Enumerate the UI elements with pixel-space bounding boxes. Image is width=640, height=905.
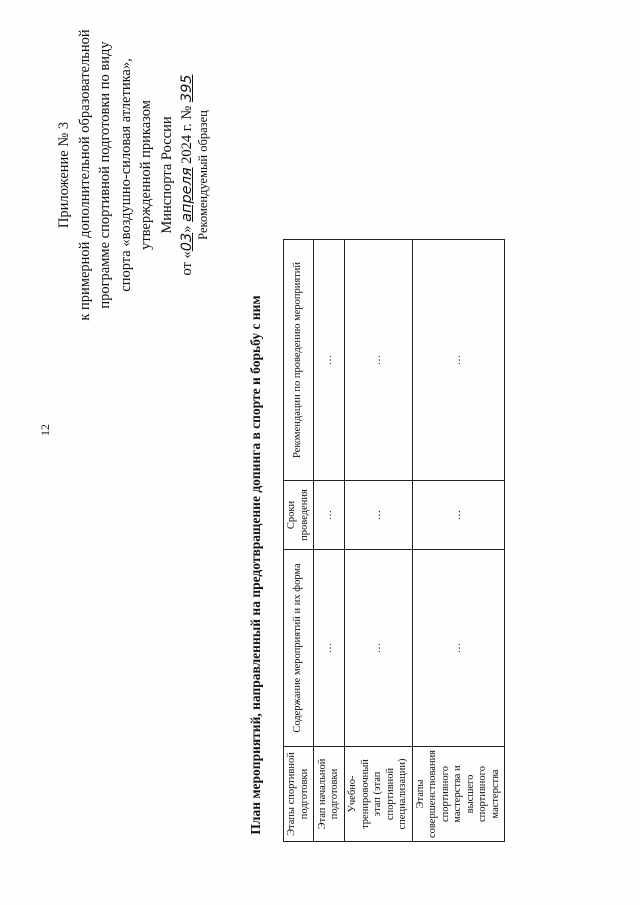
- header-content: Содержание мероприятий и их форма: [284, 550, 314, 747]
- table-row: [314, 240, 345, 842]
- table-cell: …: [314, 550, 345, 747]
- table-row: [412, 240, 505, 842]
- table-cell: …: [412, 550, 505, 747]
- table-cell: Учебно-тренировочный этап (этап спортивной специализации): [345, 747, 413, 842]
- table-cell: Этапы совершенствования спортивного мастерства и высшего спортивного мастерства: [412, 747, 505, 842]
- table-cell: …: [314, 240, 345, 481]
- table-cell: …: [345, 550, 413, 747]
- order-year: 2024 г. №: [179, 105, 195, 164]
- table-cell: …: [345, 481, 413, 550]
- header-dates: Сроки проведения: [284, 481, 314, 550]
- appendix-line: утвержденной приказом: [138, 100, 154, 250]
- table-row: [345, 240, 413, 842]
- appendix-header: [54, 0, 198, 395]
- appendix-line: Приложение № 3: [56, 121, 72, 229]
- header-recommendations: Рекомендации по проведению мероприятий: [284, 240, 314, 481]
- order-date-line: [177, 0, 198, 395]
- header-stages: Этапы спортивной подготовки: [284, 747, 314, 842]
- recommended-label: Рекомендуемый образец: [196, 110, 210, 240]
- table-cell: …: [314, 481, 345, 550]
- appendix-line: спорта «воздушно-силовая атлетика»,: [117, 58, 134, 292]
- order-mid: »: [179, 225, 195, 233]
- appendix-line: Минспорта России: [158, 116, 175, 234]
- appendix-line: программе спортивной подготовки по виду: [97, 41, 113, 309]
- order-number: 395: [179, 74, 195, 103]
- table-cell: …: [412, 240, 505, 481]
- table-cell: Этап начальной подготовки: [314, 747, 345, 842]
- document-title: План мероприятий, направленный на предотвращение допинга в спорте и борьбу с ним: [248, 295, 263, 835]
- appendix-line: к примерной дополнительной образовательной: [76, 29, 93, 321]
- page-number: 12: [38, 424, 52, 436]
- table-cell: …: [412, 481, 505, 550]
- order-prefix: от «: [179, 251, 195, 276]
- order-month: апреля: [179, 167, 195, 222]
- plan-table: [283, 239, 505, 842]
- table-cell: …: [345, 240, 413, 481]
- table-header-row: [284, 240, 314, 842]
- order-day: 03: [179, 232, 195, 252]
